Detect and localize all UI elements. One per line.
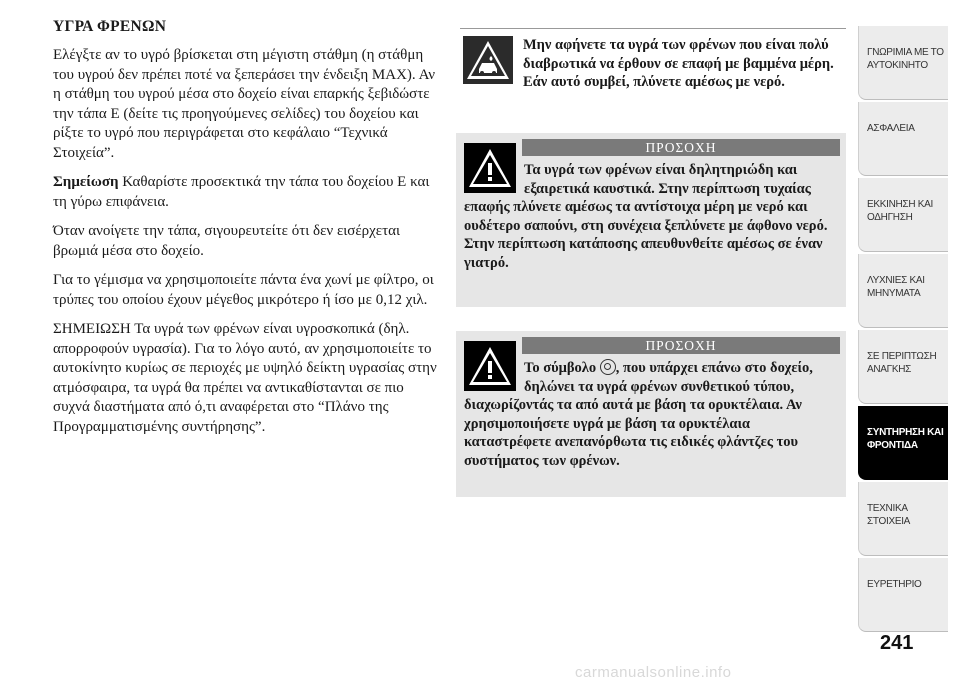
tab-index[interactable] — [858, 558, 948, 632]
left-column — [53, 18, 443, 447]
tab-lights-messages[interactable] — [858, 254, 948, 328]
top-divider — [460, 28, 846, 29]
tab-label: ΕΚΚΙΝΗΣΗ ΚΑΙ ΟΔΗΓΗΣΗ — [867, 199, 933, 223]
warning-symbol-text — [464, 359, 838, 470]
watermark: carmanualsonline.info — [575, 664, 732, 681]
warning-symbol-text-a: Το σύμβολο — [524, 360, 600, 376]
notice-box-paint — [456, 32, 846, 92]
warning-symbol-text-b: , που υπάρχει επάνω στο δοχείο, δηλώνει τα υγρά φρένων συνθετικού τύπου, διαχωρίζοντάς τα από αυτά με βάση τα ορυκτέλαια. Αν χρησιμοποιήσετε υγρά με βάση τα ορυκτέλαια καταστρέφετε ανεπανόρθωτα τις ειδικές φλάντζες του συστήματος των φρένων. — [464, 360, 813, 469]
tab-label: ΤΕΧΝΙΚΑ ΣΤΟΙΧΕΙΑ — [867, 503, 911, 527]
page-number: 241 — [880, 632, 914, 654]
paragraph-2: Όταν ανοίγετε την τάπα, σιγουρευτείτε ότι δεν εισέρχεται βρωμιά μέσα στο δοχείο. — [53, 223, 401, 259]
note-text: Καθαρίστε προσεκτικά την τάπα του δοχείου E και τη γύρω επιφάνεια. — [53, 174, 430, 210]
tab-label: ΣΥΝΤΗΡΗΣΗ ΚΑΙ ΦΡΟΝΤΙΔΑ — [867, 427, 944, 451]
tab-emergency[interactable] — [858, 330, 948, 404]
tab-getting-to-know[interactable] — [858, 26, 948, 100]
tab-label: ΣΕ ΠΕΡΙΠΤΩΣΗ ΑΝΑΓΚΗΣ — [867, 351, 937, 375]
note-paragraph — [53, 173, 443, 212]
paragraph-1: Ελέγξτε αν το υγρό βρίσκεται στη μέγιστη στάθμη (η στάθμη του υγρού δεν πρέπει ποτέ να ξεπεράσει την ένδειξη MAX). Αν η στάθμη του υγρού μέσα στο δοχείο είναι επαρκής ξεβιδώστε την τάπα E (δείτε τις προηγούμενες σελίδες) του δοχείου και ρίξτε το υγρό που περιγράφεται στο κεφάλαιο “Τεχνικά Στοιχεία”. — [53, 47, 436, 161]
warning-banner: ΠΡΟΣΟΧΗ — [522, 139, 840, 156]
notice-paint-text: Μην αφήνετε τα υγρά των φρένων που είναι πολύ διαβρωτικά να έρθουν σε επαφή με βαμμένα μέρη. Εάν αυτό συμβεί, πλύνετε αμέσως με νερό. — [523, 37, 834, 90]
tab-label: ΕΥΡΕΤΗΡΙΟ — [867, 579, 922, 590]
warning-banner: ΠΡΟΣΟΧΗ — [522, 337, 840, 354]
warning-triangle-icon — [464, 341, 518, 389]
tab-technical-data[interactable] — [858, 482, 948, 556]
section-heading: ΥΓΡΑ ΦΡΕΝΩΝ — [53, 18, 167, 35]
warning-triangle-icon — [464, 143, 518, 191]
note-label: Σημείωση — [53, 174, 119, 190]
synthetic-fluid-symbol-icon — [600, 359, 616, 375]
tab-label: ΑΣΦΑΛΕΙΑ — [867, 123, 915, 134]
car-paint-icon — [463, 36, 517, 84]
warning-toxic-text: Τα υγρά των φρένων είναι δηλητηριώδη και εξαιρετικά καυστικά. Στην περίπτωση τυχαίας επαφής πλύνετε αμέσως τα αντίστοιχα μέρη με νερό και ουδέτερο σαπούνι, στη συνέχεια ξεπλύνετε με άφθονο νερό. Στην περίπτωση κατάποσης απευθυνθείτε αμέσως σε έναν γιατρό. — [464, 162, 828, 271]
tab-label: ΛΥΧΝΙΕΣ ΚΑΙ ΜΗΝΥΜΑΤΑ — [867, 275, 925, 299]
tab-label: ΓΝΩΡΙΜΙΑ ΜΕ ΤΟ ΑΥΤΟΚΙΝΗΤΟ — [867, 47, 944, 71]
tab-maintenance[interactable] — [858, 406, 948, 480]
warning-box-symbol — [456, 331, 846, 497]
warning-box-toxic — [456, 133, 846, 307]
paragraph-3: Για το γέμισμα να χρησιμοποιείτε πάντα ένα χωνί με φίλτρο, οι τρύπες του οποίου έχουν μέγεθος μικρότερο ή ίσο με 0,12 χιλ. — [53, 272, 434, 308]
paragraph-4: ΣΗΜΕΙΩΣΗ Τα υγρά των φρένων είναι υγροσκοπικά (δηλ. απορροφούν υγρασία). Για το λόγο αυτό, αν χρησιμοποιείτε το αυτοκίνητο κυρίως σε περιοχές με υψηλό δείκτη υγρασίας στην ατμόσφαιρα, τα υγρά θα πρέπει να αντικαθίστανται σε πιο συχνά διαστήματα από ό,τι αναφέρεται στο “Πλάνο της Προγραμματισμένης συντήρησης”. — [53, 321, 437, 435]
tab-starting-driving[interactable] — [858, 178, 948, 252]
tab-safety[interactable] — [858, 102, 948, 176]
